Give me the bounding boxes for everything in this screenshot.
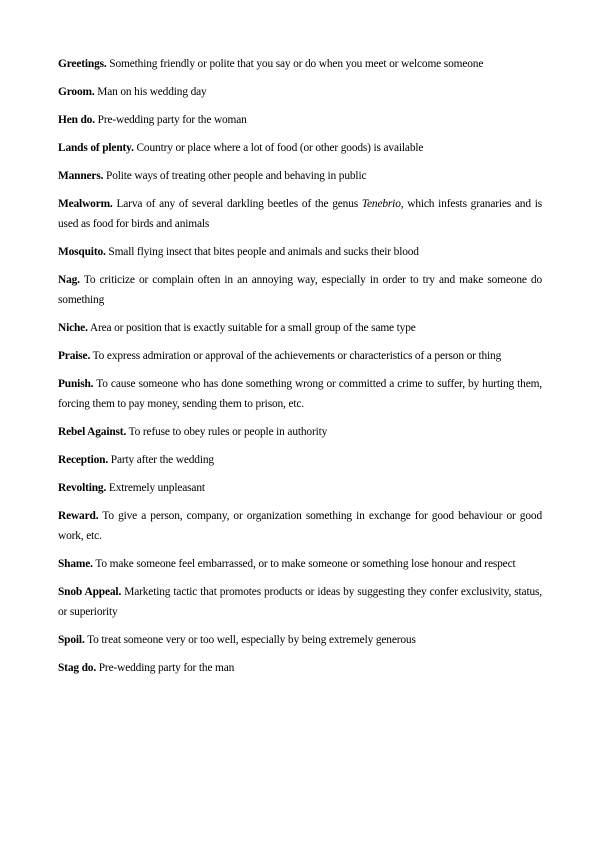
genus-name-italic: Tenebrio xyxy=(361,198,401,210)
entry-definition: Something friendly or polite that you say or do when you meet or welcome someone xyxy=(109,58,484,70)
entry-term: Praise. xyxy=(58,350,91,362)
entry-definition: Area or position that is exactly suitable for a small group of the same type xyxy=(89,322,416,334)
glossary-entry-niche xyxy=(58,318,542,338)
definition-text-before: Larva of any of several darkling beetles of the genus xyxy=(116,198,359,210)
entry-definition: Polite ways of treating other people and behaving in public xyxy=(106,170,367,182)
entry-term: Reception. xyxy=(58,454,109,466)
entry-definition: To make someone feel embarrassed, or to make someone or something lose honour and respect xyxy=(95,558,516,570)
glossary-list xyxy=(58,54,542,686)
entry-term: Snob Appeal. xyxy=(58,586,122,598)
entry-definition: Small flying insect that bites people and animals and sucks their blood xyxy=(108,246,419,258)
entry-term: Groom. xyxy=(58,86,95,98)
glossary-entry-groom xyxy=(58,82,542,102)
glossary-entry-reward xyxy=(58,506,542,546)
entry-term: Hen do. xyxy=(58,114,95,126)
glossary-entry-mealworm xyxy=(58,194,542,234)
glossary-entry-greetings xyxy=(58,54,542,74)
entry-term: Reward. xyxy=(58,510,99,522)
entry-term: Greetings. xyxy=(58,58,107,70)
entry-definition: To criticize or complain often in an annoying way, especially in order to try and make someone do something xyxy=(58,274,542,306)
entry-term: Lands of plenty. xyxy=(58,142,134,154)
entry-term: Manners. xyxy=(58,170,104,182)
entry-definition xyxy=(58,198,542,230)
glossary-entry-manners xyxy=(58,166,542,186)
entry-definition: Extremely unpleasant xyxy=(108,482,205,494)
glossary-entry-reception xyxy=(58,450,542,470)
entry-term: Revolting. xyxy=(58,482,107,494)
entry-definition: To cause someone who has done something wrong or committed a crime to suffer, by hurting them, forcing them to pay money, sending them to prison, etc. xyxy=(58,378,543,410)
glossary-entry-punish xyxy=(58,374,542,414)
entry-term: Mosquito. xyxy=(58,246,106,258)
entry-term: Nag. xyxy=(58,274,80,286)
glossary-entry-rebel-against xyxy=(58,422,542,442)
entry-definition: Pre-wedding party for the woman xyxy=(97,114,247,126)
glossary-entry-shame xyxy=(58,554,542,574)
entry-term: Spoil. xyxy=(58,634,85,646)
glossary-entry-nag xyxy=(58,270,542,310)
entry-term: Mealworm. xyxy=(58,198,113,210)
entry-definition: To treat someone very or too well, especially by being extremely generous xyxy=(87,634,416,646)
entry-definition: Pre-wedding party for the man xyxy=(98,662,235,674)
entry-term: Punish. xyxy=(58,378,94,390)
entry-term: Stag do. xyxy=(58,662,97,674)
entry-term: Rebel Against. xyxy=(58,426,127,438)
entry-definition: Country or place where a lot of food (or other goods) is available xyxy=(136,142,424,154)
glossary-entry-snob-appeal xyxy=(58,582,542,622)
definition-text-after: , which infests granaries and is used as food for birds and animals xyxy=(58,198,542,230)
entry-definition: Party after the wedding xyxy=(110,454,214,466)
glossary-entry-lands-of-plenty xyxy=(58,138,542,158)
entry-definition: Marketing tactic that promotes products or ideas by suggesting they confer exclusivity, status, or superiority xyxy=(58,586,543,618)
entry-definition: To refuse to obey rules or people in authority xyxy=(128,426,328,438)
glossary-entry-hen-do xyxy=(58,110,542,130)
glossary-entry-stag-do xyxy=(58,658,542,678)
entry-definition: Man on his wedding day xyxy=(97,86,207,98)
glossary-entry-mosquito xyxy=(58,242,542,262)
glossary-entry-revolting xyxy=(58,478,542,498)
entry-definition: To give a person, company, or organization something in exchange for good behaviour or good work, etc. xyxy=(58,510,542,542)
entry-definition: To express admiration or approval of the achievements or characteristics of a person or thing xyxy=(92,350,502,362)
glossary-entry-praise xyxy=(58,346,542,366)
glossary-entry-spoil xyxy=(58,630,542,650)
entry-term: Niche. xyxy=(58,322,88,334)
entry-term: Shame. xyxy=(58,558,93,570)
